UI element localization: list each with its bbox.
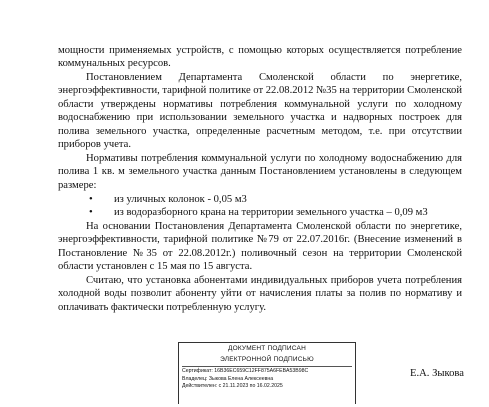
- stamp-owner: Владелец: Зыкова Елена Алексеевна: [182, 375, 274, 382]
- paragraph-conclusion: Считаю, что установка абонентами индивидуальных приборов учета потребления холодной воды позволит абоненту уйти от начисления платы за полив по нормативу и оплачивать фактически потребленную услугу.: [58, 275, 462, 313]
- stamp-certificate: Сертификат: 16B36EC659C12FF875A6FEBA53B98C: [182, 368, 309, 374]
- stamp-title-line2: ЭЛЕКТРОННОЙ ПОДПИСЬЮ: [220, 355, 314, 363]
- stamp-title-line1: ДОКУМЕНТ ПОДПИСАН: [228, 345, 306, 352]
- list-item: [58, 193, 478, 206]
- paragraph-norms: Нормативы потребления коммунальной услуги по холодному водоснабжению для полива 1 кв. м земельного участка данным Постановлением установлены в следующем размере:: [58, 153, 462, 191]
- stamp-divider: [182, 366, 352, 367]
- paragraph-resolution-35: Постановлением Департамента Смоленской области по энергетике, энергоэффективности, тарифной политике от 22.08.2012 №35 на территории Смоленской области утверждены нормативы потребления коммунальной услуги по холодному водоснабжению при использовании земельного участка и надворных построек для полива земельного участка, определенные расчетным методом, т.е. при отсутствии приборов учета.: [58, 72, 462, 151]
- paragraph-device-capacity: мощности применяемых устройств, с помощью которых осуществляется потребление коммунальных ресурсов.: [58, 45, 462, 70]
- list-item: [58, 206, 478, 219]
- list-item-text: из водоразборного крана на территории земельного участка – 0,09 м3: [114, 207, 428, 219]
- signer-name: Е.А. Зыкова: [410, 368, 464, 379]
- electronic-signature-stamp: [178, 342, 356, 404]
- paragraph-resolution-79: На основании Постановления Департамента Смоленской области по энергетике, энергоэффективности, тарифной политике №79 от 22.07.2016г. (Внесение изменений в Постановление №35 от 22.08.2012г.) поливочный сезон на территории Смоленской области установлен с 15 мая по 15 августа.: [58, 221, 462, 273]
- stamp-validity: Действителен: с 21.11.2023 по 16.02.2025: [182, 383, 283, 390]
- norms-list: [58, 193, 478, 220]
- bullet-marker: •: [89, 207, 93, 219]
- bullet-marker: •: [89, 194, 93, 205]
- list-item-text: из уличных колонок - 0,05 м3: [114, 194, 247, 205]
